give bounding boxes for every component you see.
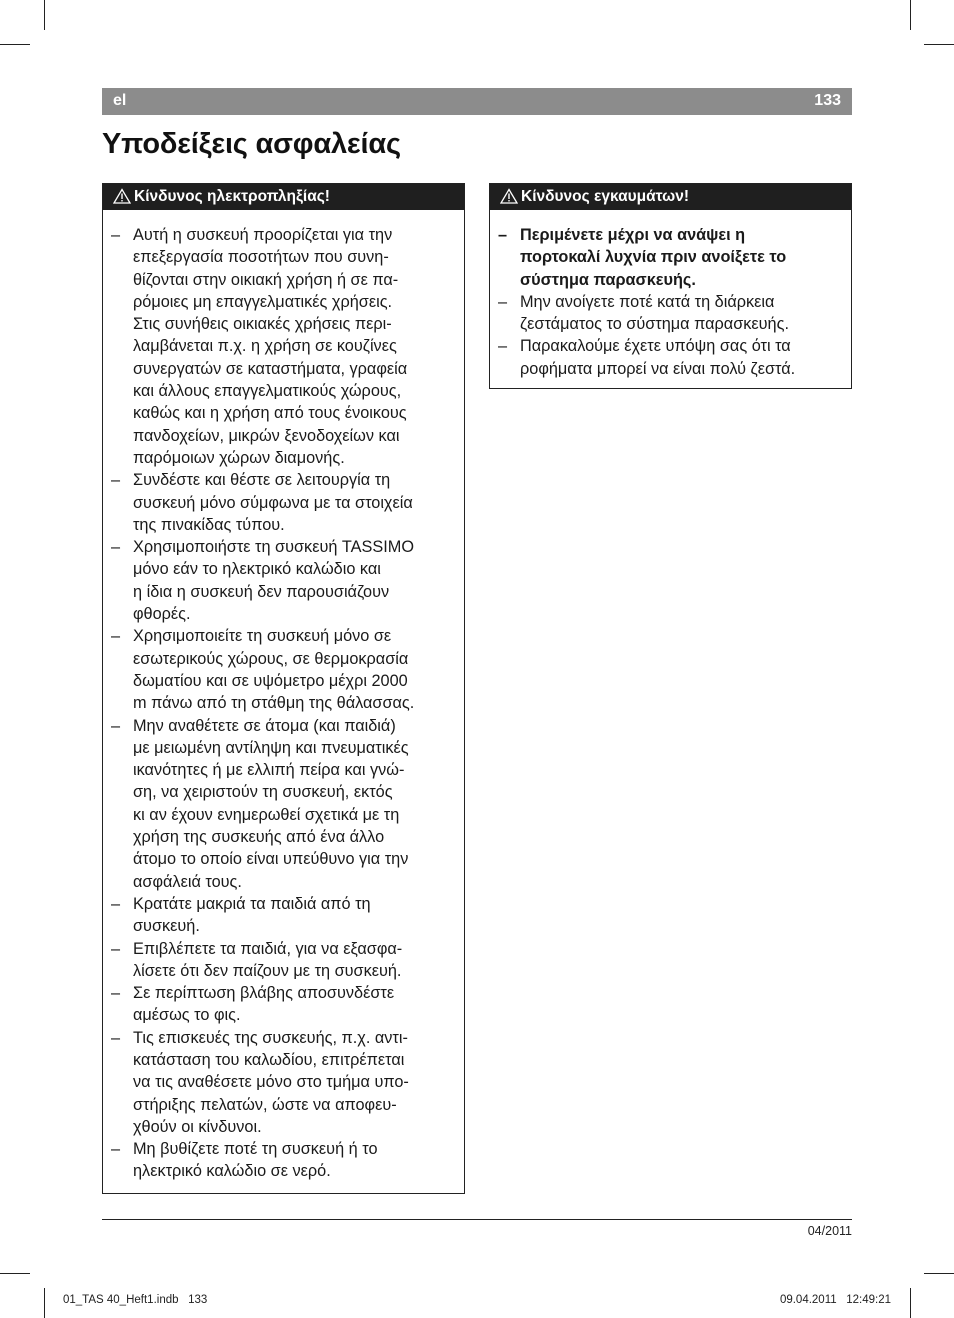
list-item: – Επιβλέπετε τα παιδιά, για να εξασφα- λίσετε ότι δεν παίζουν με τη συσκευή. bbox=[103, 938, 464, 983]
list-item: – Μη βυθίζετε ποτέ τη συσκευή ή το ηλεκτρικό καλώδιο σε νερό. bbox=[103, 1138, 464, 1183]
burn-warning-list bbox=[490, 224, 851, 380]
list-item: – Περιμένετε μέχρι να ανάψει η πορτοκαλί λυχνία πριν ανοίξετε το σύστημα παρασκευής. bbox=[490, 224, 851, 291]
list-item: – Παρακαλούμε έχετε υπόψη σας ότι τα ροφήματα μπορεί να είναι πολύ ζεστά. bbox=[490, 335, 851, 380]
list-item: – Σε περίπτωση βλάβης αποσυνδέστε αμέσως το φις. bbox=[103, 982, 464, 1027]
page-number: 133 bbox=[814, 92, 841, 109]
list-item: – Χρησιμοποιήστε τη συσκευή TASSIMO μόνο εάν το ηλεκτρικό καλώδιο και η ίδια η συσκευή δεν παρουσιάζουν φθορές. bbox=[103, 536, 464, 625]
burn-warning-heading bbox=[490, 184, 851, 210]
warning-triangle-icon bbox=[500, 188, 518, 204]
list-item: – Συνδέστε και θέστε σε λειτουργία τη συσκευή μόνο σύμφωνα με τα στοιχεία της πινακίδας τύπου. bbox=[103, 469, 464, 536]
list-item: – Μην ανοίγετε ποτέ κατά τη διάρκεια ζεστάματος το σύστημα παρασκευής. bbox=[490, 291, 851, 336]
warning-triangle-icon bbox=[113, 188, 131, 204]
crop-mark bbox=[0, 1273, 30, 1274]
footer-rule bbox=[102, 1219, 852, 1220]
crop-mark bbox=[924, 44, 954, 45]
electric-shock-list bbox=[103, 224, 464, 1183]
electric-shock-warning-heading bbox=[103, 184, 464, 210]
electric-shock-warning-box bbox=[102, 183, 465, 1194]
footer-date: 04/2011 bbox=[807, 1224, 852, 1238]
list-item: – Αυτή η συσκευή προορίζεται για την επεξεργασία ποσοτήτων που συνη- θίζονται στην οικιακή χρήση ή σε πα- ρόμοιες μη επαγγελματικές χρήσεις. Στις συνήθεις οικιακές χρήσεις περι- λαμβάνεται π.χ. η χρήση σε κουζίνες συνεργατών σε καταστήματα, γραφεία και άλλους επαγγελματικούς χώρους, καθώς και η χρήση από τους ένοικους πανδοχείων, μικρών ξενοδοχείων και παρόμοιων χώρων διαμονής. bbox=[103, 224, 464, 469]
page-header-bar bbox=[102, 88, 852, 115]
heading-text: Κίνδυνος εγκαυμάτων! bbox=[521, 188, 690, 205]
crop-mark bbox=[910, 0, 911, 30]
crop-mark bbox=[924, 1273, 954, 1274]
heading-text: Κίνδυνος ηλεκτροπληξίας! bbox=[134, 188, 330, 205]
crop-mark bbox=[0, 44, 30, 45]
list-item: – Κρατάτε μακριά τα παιδιά από τη συσκευή. bbox=[103, 893, 464, 938]
crop-mark bbox=[910, 1288, 911, 1318]
page-title: Υποδείξεις ασφαλείας bbox=[102, 128, 401, 160]
print-slug-timestamp: 09.04.2011 12:49:21 bbox=[779, 1294, 891, 1306]
print-slug-file: 01_TAS 40_Heft1.indb 133 bbox=[63, 1294, 208, 1306]
list-item: – Μην αναθέτετε σε άτομα (και παιδιά) με μειωμένη αντίληψη και πνευματικές ικανότητες ή με ελλιπή πείρα και γνώ- ση, να χειριστούν τη συσκευή, εκτός κι αν έχουν ενημερωθεί σχετικά με τη χρήση της συσκευής από ένα άλλο άτομο το οποίο είναι υπεύθυνο για την ασφάλειά τους. bbox=[103, 715, 464, 893]
language-code: el bbox=[113, 92, 127, 109]
list-item: – Τις επισκευές της συσκευής, π.χ. αντι- κατάσταση του καλωδίου, επιτρέπεται να τις αναθέσετε μόνο στο τμήμα υπο- στήριξης πελατών, ώστε να αποφευ- χθούν οι κίνδυνοι. bbox=[103, 1027, 464, 1138]
list-item: – Χρησιμοποιείτε τη συσκευή μόνο σε εσωτερικούς χώρους, σε θερμοκρασία δωματίου και σε υψόμετρο μέχρι 2000 m πάνω από τη στάθμη της θάλασσας. bbox=[103, 625, 464, 714]
crop-mark bbox=[44, 1288, 45, 1318]
burn-warning-box bbox=[489, 183, 852, 389]
crop-mark bbox=[44, 0, 45, 30]
